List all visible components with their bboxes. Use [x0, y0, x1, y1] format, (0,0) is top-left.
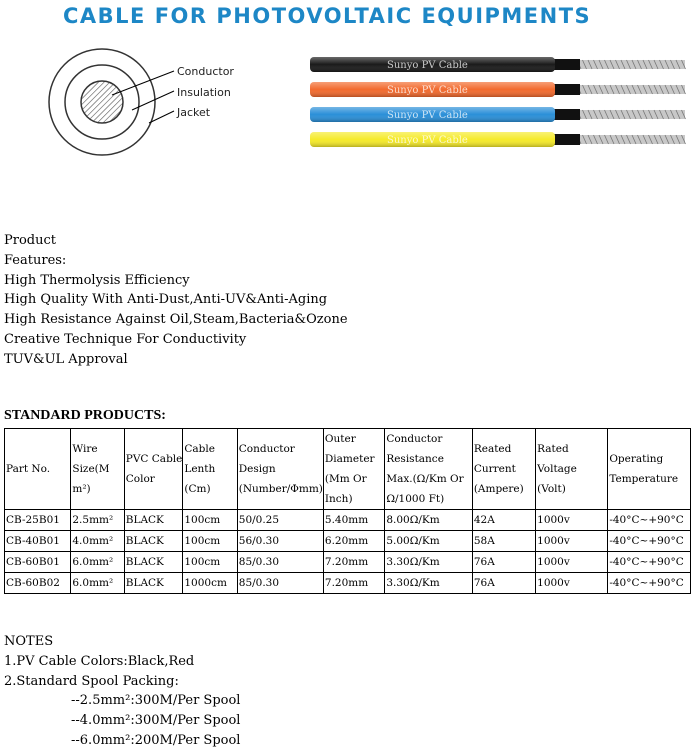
- table-header-text: Voltage: [537, 463, 577, 475]
- table-cell: 5.40mm: [323, 510, 384, 531]
- table-header-cell: [183, 429, 237, 510]
- table-header-text: Part No.: [6, 463, 51, 475]
- table-row: [5, 510, 691, 531]
- table-header-text: (Mm Or: [324, 473, 367, 485]
- page-title: CABLE FOR PHOTOVOLTAIC EQUIPMENTS: [63, 4, 592, 28]
- table-cell: 58A: [472, 531, 535, 552]
- table-header-text: Size(M: [72, 463, 110, 475]
- table-header-text: Design: [238, 463, 276, 475]
- table-cell: CB-60B01: [5, 552, 71, 573]
- table-cell: CB-40B01: [5, 531, 71, 552]
- table-header-text: (Cm): [184, 483, 211, 495]
- table-header-text: Conductor: [386, 433, 443, 445]
- table-cell: 1000v: [536, 510, 608, 531]
- features-line: Creative Technique For Conductivity: [4, 331, 247, 347]
- table-header-text: Max.(Ω/Km Or: [386, 473, 464, 485]
- features-line: High Resistance Against Oil,Steam,Bacteria&Ozone: [4, 312, 348, 328]
- table-header-cell: [71, 429, 124, 510]
- table-header-cell: [608, 429, 691, 510]
- table-header-text: (Ampere): [473, 483, 524, 495]
- table-header-text: Cable: [184, 443, 215, 455]
- table-cell: 6.0mm²: [71, 573, 124, 594]
- insulation-label: Insulation: [177, 86, 231, 99]
- table-header-text: Current: [473, 463, 516, 475]
- table-cell: 76A: [472, 552, 535, 573]
- table-header-text: Conductor: [238, 443, 295, 455]
- jacket-label: Jacket: [177, 106, 211, 119]
- notes-item: 2.Standard Spool Packing:: [4, 673, 179, 689]
- table-cell: 42A: [472, 510, 535, 531]
- standard-products-table: [4, 428, 691, 594]
- conductor-core: [81, 81, 123, 123]
- spool-item: --2.5mm²:300M/Per Spool: [71, 693, 241, 709]
- table-header-text: Reated: [473, 443, 512, 455]
- table-header-text: Resistance: [386, 453, 444, 465]
- table-cell: 85/0.30: [237, 552, 323, 573]
- notes-section: [4, 632, 240, 751]
- spool-item: --6.0mm²:200M/Per Spool: [71, 732, 241, 748]
- features-line: High Thermolysis Efficiency: [4, 272, 190, 288]
- table-cell: 2.5mm²: [71, 510, 124, 531]
- table-cell: 6.20mm: [323, 531, 384, 552]
- table-cell: 3.30Ω/Km: [385, 552, 473, 573]
- cable-print-text: Sunyo PV Cable: [387, 85, 468, 96]
- table-header-text: Ω/1000 Ft): [386, 493, 445, 505]
- table-cell: BLACK: [124, 531, 183, 552]
- table-header-text: m²): [72, 483, 91, 495]
- table-cell: BLACK: [124, 573, 183, 594]
- table-header-text: Rated: [537, 443, 569, 455]
- cable-print-text: Sunyo PV Cable: [387, 110, 468, 121]
- table-cell: 56/0.30: [237, 531, 323, 552]
- table-header-text: Lenth: [184, 463, 216, 475]
- table-header-cell: [237, 429, 323, 510]
- table-row: [5, 552, 691, 573]
- table-cell: 7.20mm: [323, 552, 384, 573]
- table-cell: 1000v: [536, 573, 608, 594]
- table-header-text: Color: [125, 473, 155, 485]
- table-header-row: [5, 429, 691, 510]
- features-line: High Quality With Anti-Dust,Anti-UV&Anti-Aging: [4, 292, 328, 308]
- table-cell: 50/0.25: [237, 510, 323, 531]
- table-cell: BLACK: [124, 552, 183, 573]
- table-cell: 1000v: [536, 552, 608, 573]
- table-cell: CB-60B02: [5, 573, 71, 594]
- features-line: Product: [4, 233, 56, 248]
- table-cell: 7.20mm: [323, 573, 384, 594]
- table-header-text: Outer: [324, 433, 356, 445]
- features-line: TUV&UL Approval: [4, 351, 128, 367]
- cable-samples-image: [305, 50, 700, 160]
- table-row: [5, 531, 691, 552]
- table-cell: -40°C~+90°C: [608, 573, 691, 594]
- table-cell: 100cm: [183, 531, 237, 552]
- table-cell: CB-25B01: [5, 510, 71, 531]
- table-cell: 100cm: [183, 510, 237, 531]
- conductor-label: Conductor: [177, 65, 234, 78]
- table-header-cell: [124, 429, 183, 510]
- table-cell: 8.00Ω/Km: [385, 510, 473, 531]
- table-cell: 1000cm: [183, 573, 237, 594]
- table-header-cell: [323, 429, 384, 510]
- table-header-cell: [5, 429, 71, 510]
- table-header-text: (Volt): [537, 483, 566, 495]
- table-cell: BLACK: [124, 510, 183, 531]
- table-header-text: PVC Cable: [125, 453, 183, 465]
- table-cell: 100cm: [183, 552, 237, 573]
- table-cell: 85/0.30: [237, 573, 323, 594]
- table-cell: -40°C~+90°C: [608, 552, 691, 573]
- table-header-text: Diameter: [324, 453, 375, 465]
- standard-products-heading: STANDARD PRODUCTS:: [4, 408, 166, 423]
- table-cell: 4.0mm²: [71, 531, 124, 552]
- table-cell: 3.30Ω/Km: [385, 573, 473, 594]
- table-header-text: Wire: [72, 443, 98, 455]
- table-header-text: (Number/Φmm): [238, 483, 323, 495]
- table-header-text: Temperature: [609, 473, 679, 485]
- notes-title: NOTES: [4, 634, 54, 649]
- table-cell: 1000v: [536, 531, 608, 552]
- table-cell: 76A: [472, 573, 535, 594]
- table-row: [5, 573, 691, 594]
- table-header-text: Operating: [609, 453, 664, 465]
- notes-item: 1.PV Cable Colors:Black,Red: [4, 653, 195, 669]
- table-header-cell: [536, 429, 608, 510]
- table-cell: 6.0mm²: [71, 552, 124, 573]
- features-line: Features:: [4, 252, 67, 268]
- cable-print-text: Sunyo PV Cable: [387, 135, 468, 146]
- cable-print-text: Sunyo PV Cable: [387, 60, 468, 71]
- table-cell: -40°C~+90°C: [608, 531, 691, 552]
- cable-cross-section-diagram: [38, 46, 258, 156]
- table-header-cell: [385, 429, 473, 510]
- product-features: [4, 231, 348, 370]
- spool-item: --4.0mm²:300M/Per Spool: [71, 713, 241, 729]
- table-header-text: Inch): [324, 493, 353, 505]
- table-header-cell: [472, 429, 535, 510]
- table-cell: -40°C~+90°C: [608, 510, 691, 531]
- table-cell: 5.00Ω/Km: [385, 531, 473, 552]
